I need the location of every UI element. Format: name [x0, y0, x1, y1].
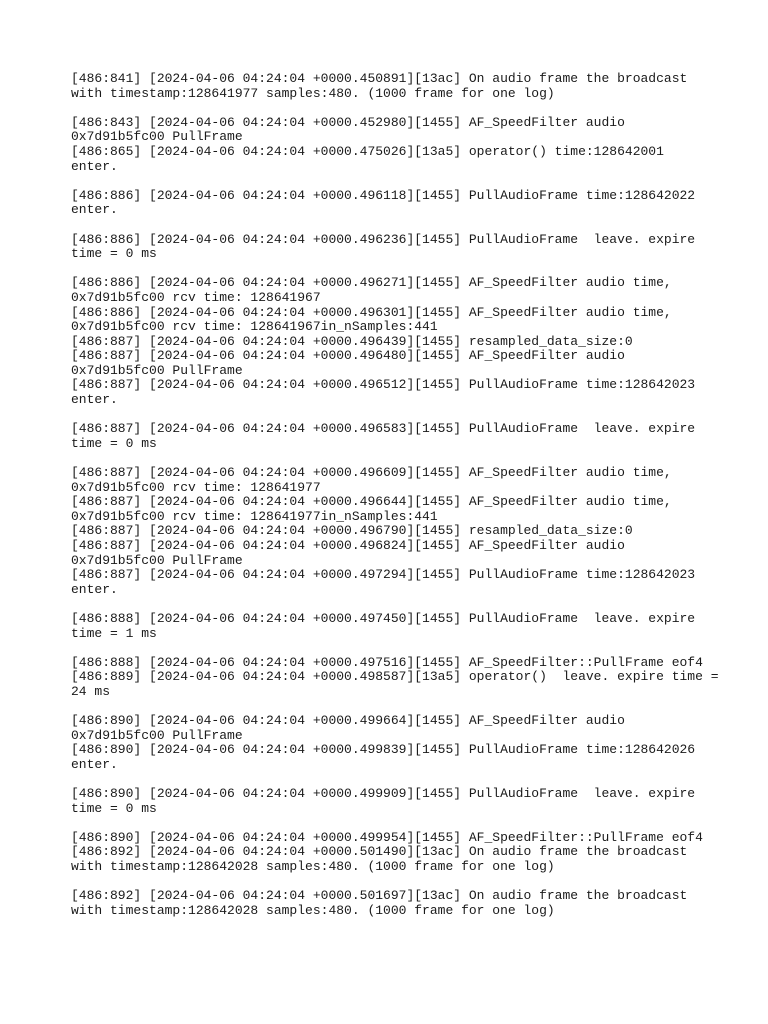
blank-line	[71, 597, 711, 612]
log-line: enter.	[71, 756, 118, 772]
log-line: [486:841] [2024-04-06 04:24:04 +0000.450891][13ac] On audio frame the broadcast	[71, 71, 688, 86]
log-line: time = 0 ms	[71, 435, 157, 451]
log-line: time = 0 ms	[71, 800, 157, 816]
log-line: 0x7d91b5fc00 rcv time: 128641967	[71, 289, 321, 305]
log-line: 0x7d91b5fc00 rcv time: 128641977	[71, 479, 321, 495]
blank-line	[71, 700, 711, 715]
log-line: [486:890] [2024-04-06 04:24:04 +0000.499954][1455] AF_SpeedFilter::PullFrame eof4	[71, 829, 703, 845]
log-line: [486:887] [2024-04-06 04:24:04 +0000.496512][1455] PullAudioFrame time:128642023	[71, 377, 696, 393]
log-line: [486:887] [2024-04-06 04:24:04 +0000.496609][1455] AF_SpeedFilter audio time,	[71, 465, 672, 481]
log-line: [486:886] [2024-04-06 04:24:04 +0000.496236][1455] PullAudioFrame leave. expire	[71, 231, 696, 247]
blank-line	[71, 262, 711, 277]
log-line: [486:888] [2024-04-06 04:24:04 +0000.497450][1455] PullAudioFrame leave. expire	[71, 610, 696, 626]
log-line: [486:890] [2024-04-06 04:24:04 +0000.499839][1455] PullAudioFrame time:128642026	[71, 742, 696, 758]
blank-line	[71, 408, 711, 423]
log-line: enter.	[71, 158, 118, 174]
log-line: [486:892] [2024-04-06 04:24:04 +0000.501490][13ac] On audio frame the broadcast	[71, 844, 688, 860]
blank-line	[71, 773, 711, 788]
log-line: [486:892] [2024-04-06 04:24:04 +0000.501697][13ac] On audio frame the broadcast	[71, 888, 688, 904]
log-line: time = 0 ms	[71, 246, 157, 262]
log-line: [486:890] [2024-04-06 04:24:04 +0000.499664][1455] AF_SpeedFilter audio	[71, 713, 625, 729]
log-line: [486:865] [2024-04-06 04:24:04 +0000.475026][13a5] operator() time:128642001	[71, 143, 664, 159]
log-line: 0x7d91b5fc00 PullFrame	[71, 727, 243, 743]
blank-line	[71, 451, 711, 466]
log-line: [486:887] [2024-04-06 04:24:04 +0000.496644][1455] AF_SpeedFilter audio time,	[71, 494, 672, 510]
log-line: 0x7d91b5fc00 PullFrame	[71, 552, 243, 568]
log-line: enter.	[71, 392, 118, 408]
blank-line	[71, 875, 711, 890]
log-line: time = 1 ms	[71, 625, 157, 641]
log-line: [486:843] [2024-04-06 04:24:04 +0000.452980][1455] AF_SpeedFilter audio	[71, 114, 625, 130]
blank-line	[71, 218, 711, 233]
log-line: [486:887] [2024-04-06 04:24:04 +0000.496480][1455] AF_SpeedFilter audio	[71, 348, 625, 364]
log-line: 0x7d91b5fc00 rcv time: 128641977in_nSamples:441	[71, 508, 438, 524]
blank-line	[71, 101, 711, 116]
log-line: 24 ms	[71, 683, 111, 699]
log-line: [486:888] [2024-04-06 04:24:04 +0000.497516][1455] AF_SpeedFilter::PullFrame eof4	[71, 654, 703, 670]
log-line: [486:887] [2024-04-06 04:24:04 +0000.496824][1455] AF_SpeedFilter audio	[71, 538, 625, 553]
log-line: 0x7d91b5fc00 rcv time: 128641967in_nSamples:441	[71, 319, 438, 335]
log-line: [486:887] [2024-04-06 04:24:04 +0000.497294][1455] PullAudioFrame time:128642023	[71, 567, 696, 583]
log-line: with timestamp:128642028 samples:480. (1000 frame for one log)	[71, 859, 555, 875]
blank-line	[71, 641, 711, 656]
log-line: [486:886] [2024-04-06 04:24:04 +0000.496118][1455] PullAudioFrame time:128642022	[71, 187, 696, 203]
blank-line	[71, 174, 711, 189]
log-line: enter.	[71, 581, 118, 597]
blank-line	[71, 816, 711, 831]
log-line: with timestamp:128641977 samples:480. (1000 frame for one log)	[71, 85, 555, 101]
log-text-body	[71, 71, 719, 918]
log-line: [486:886] [2024-04-06 04:24:04 +0000.496271][1455] AF_SpeedFilter audio time,	[71, 275, 672, 291]
log-line: [486:887] [2024-04-06 04:24:04 +0000.496583][1455] PullAudioFrame leave. expire	[71, 421, 696, 437]
log-line: 0x7d91b5fc00 PullFrame	[71, 129, 243, 145]
log-line: [486:889] [2024-04-06 04:24:04 +0000.498587][13a5] operator() leave. expire time =	[71, 669, 719, 685]
log-line: [486:886] [2024-04-06 04:24:04 +0000.496301][1455] AF_SpeedFilter audio time,	[71, 304, 672, 320]
log-line: enter.	[71, 202, 118, 218]
log-line: with timestamp:128642028 samples:480. (1000 frame for one log)	[71, 902, 555, 918]
log-line: [486:890] [2024-04-06 04:24:04 +0000.499909][1455] PullAudioFrame leave. expire	[71, 786, 696, 802]
log-line: 0x7d91b5fc00 PullFrame	[71, 362, 243, 378]
log-line: [486:887] [2024-04-06 04:24:04 +0000.496439][1455] resampled_data_size:0	[71, 333, 633, 349]
log-line: [486:887] [2024-04-06 04:24:04 +0000.496790][1455] resampled_data_size:0	[71, 523, 633, 539]
